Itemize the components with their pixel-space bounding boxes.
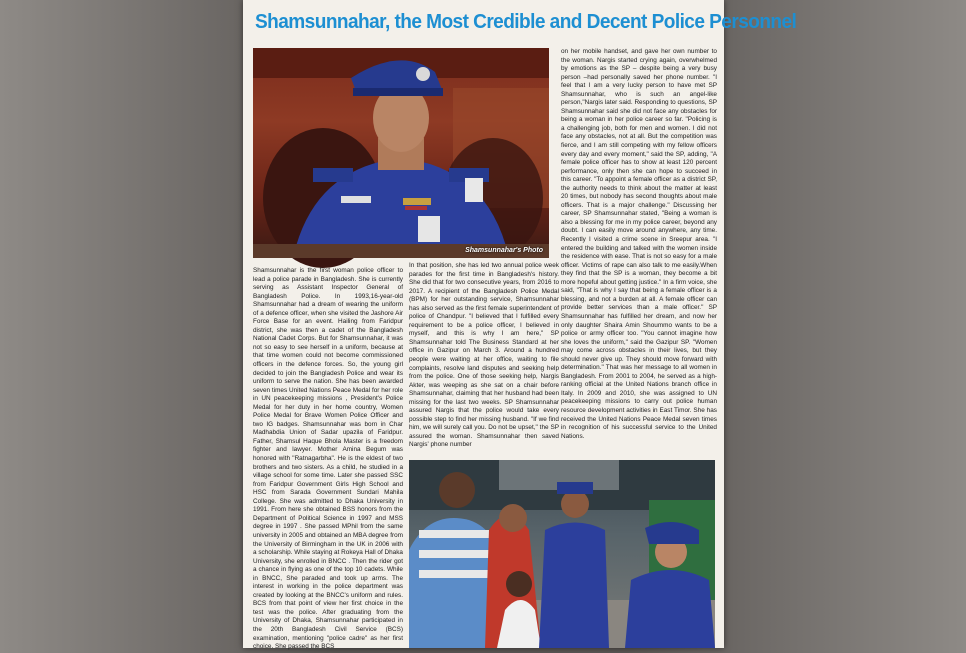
article-column-2: In that position, she has led two annual police week parades for the first time in Bangladesh's history. She did that for two consecutive years, from 2016 to 2017. A recipient of the Bangladesh Police Medal (BPM) for her outstanding service, Shamsunnahar has also served as the first female superintendent of police of Chandpur. "I believed that I fulfilled every requirement to be a police officer, I believed in myself, and this is why I am here," SP Shamsunnahar told The Business Standard at her office in Gazipur on March 3. Around a hundred people were waiting at her office, waiting to file complaints, resolve land disputes and seeking help from the police. One of those seeking help, Nargis Akter, was weeping as she sat on a chair before Shamsunnahar, claiming that her husband had been missing for the last two weeks. SP Shamsunnahar assured Nargis that the police would take every possible step to find her missing husband. "If we find him, we will surely call you. Do not be upset," the SP assured the woman. Shamsunnahar then saved Nargis' phone number xyxy=(409,262,559,449)
magazine-page xyxy=(243,0,797,651)
photo-caption: Shamsunnahar's Photo xyxy=(465,247,543,254)
article-column-1: Shamsunnahar is the first woman police officer to lead a police parade in Bangladesh. She is currently serving as Assistant Inspector General of Bangladesh Police. In 1993,16-year-old Shamsunnahar had a dream of wearing the uniform of a defence officer, when she visited the Jashore Air Force Base for an event. Hailing from Faridpur district, she was then a cadet of the Bangladesh National Cadet Corps. But for Shamsunnahar, it was not so easy to see herself in a uniform, because at that time women could not become commissioned officers in the defence forces. So, the young girl decided to join the Bangladesh Police and wear its uniform to serve the nation. She has been awarded seven times United Nations Peace Medal for her role in UN peacekeeping missions , President's Police Medal for her duty in her home country, Women Police Medal for Brave Women Police Officer and two IG badges. Shamsunnahar was born in Char Madhabdia Union of Sadar upazila of Faridpur. Father, Shamsul Haque Bhola Master is a freedom fighter and lawyer. Mother Amina Begum was honored with "Ratnagarbha". He is the eldest of two brothers and two sisters. As a child, he studied in a village school for some time. Later she passed SSC from Faridpur Government Girls High School and HSC from Sarada Government Sundari Mahila College. She was admitted to Dhaka University in 1991. From here she obtained BSS honors from the Department of Political Science in 1997 and MSS degree in 1997 . She passed MPhil from the same university in 2005 and obtained an MBA degree from the University of Birmingham in the UK in 2006 with a scholarship. While staying at Rokeya Hall of Dhaka University, she enrolled in BNCC . Then the rider got a chance in flying as one of the top 10 cadets. While in BNCC, She paraded and took up arms. The interest in working in the police department was created by looking at the BNCC's uniform and rules. BCS from that point of view her first choice in the test was the police. After graduating from the University of Dhaka, Shamsunnahar participated in the 20th Bangladesh Civil Service (BCS) examination, mentioning "police cadre" as her first choice. She passed the BCS xyxy=(253,267,403,651)
article-headline: Shamsunnahar, the Most Credible and Decent Police Personnel xyxy=(255,10,797,33)
article-column-3: on her mobile handset, and gave her own number to the woman. Nargis started crying again, overwhelmed by emotions as the SP – despite being a very busy person –had personally saved her phone number. "I feel that I am a very lucky person to have met SP Shamsunnahar, who is such an angel-like person,"Nargis later said. Responding to questions, SP Shamsunnahar said she did not face any obstacles for being a woman in her police career so far. "Policing is a challenging job, both for men and women. I did not face any obstacles, not at all. But the competition was fierce, and I am still competing with my fellow officers every day and every moment," said the SP, adding, "A female police officer has to show at least 120 percent performance, only then she can hope to succeed in this career. "To appoint a female officer as a district SP, the authority needs to think about the matter at least 20 times, but nobody has second thoughts about male officers. That is a major challenge." Discussing her career, SP Shamsunnahar stated, "Being a woman is also a blessing for me in my police career, beyond any doubt. I can easily move around anywhere, any time. Recently I visited a crime scene in Sreepur area. "I entered the building and talked with the women inside the residence with ease. That is not so easy for a male officer. Victims of rape can also talk to me easily.When they find that the SP is a woman, they become a bit more hopeful about getting justice." In a firm voice, she said, "That is why I say that being a female officer is a blessing, and not a burden at all. A female officer can provide better services than a male officer." SP Shamsunnahar has fulfilled her dream, and now her only daughter Shaira Amin Shoummo wants to be a police or army officer too. "You cannot imagine how she loves the uniform," said the Gazipur SP. "Women may come across obstacles in their lives, but they should never give up. They should move forward with determination." That was her message to all women in Bangladesh. From 2001 to 2004, he served as a high-ranking official at the United Nations branch office in Italy. In 2009 and 2010, she was assigned to UN peacekeeping missions to carry out police human resource development activities in East Timor. She has received the United Nations Peace Medal seven times in recognition of his successful service to the United Nations. xyxy=(561,48,717,440)
meeting-illustration xyxy=(409,460,715,648)
portrait-illustration xyxy=(253,48,549,258)
meeting-photo xyxy=(409,460,715,648)
officer-portrait-photo xyxy=(253,48,549,258)
